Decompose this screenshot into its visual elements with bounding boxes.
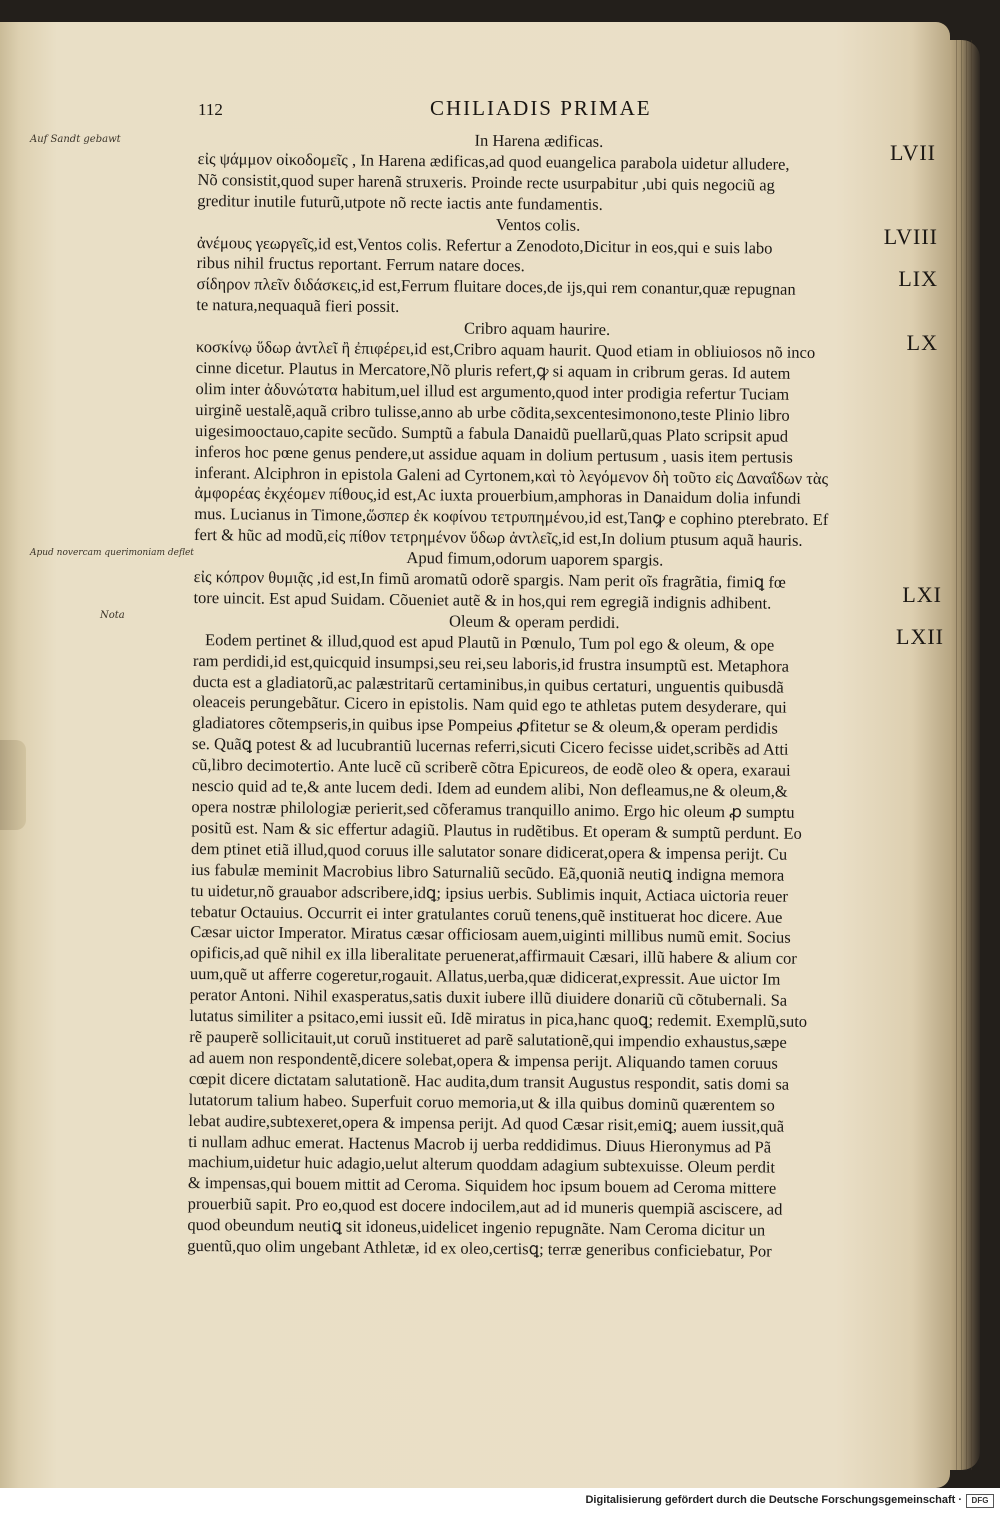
text-line: inferos hoc pœne genus pendere,ut assidue aquam in dolium pertusum , uasis item pertusis bbox=[194, 441, 793, 467]
adage-numeral: LXII bbox=[896, 624, 944, 649]
text-line: ducta est a gladiatorũ,ac palæstritarũ certaminibus,in quibus certaturi, unguentis quibusdã bbox=[192, 671, 784, 697]
text-line: uirginẽ uestalẽ,aquã cribro tulisse,anno ab urbe cõdita,sexcentesimonono,teste Plinio libro bbox=[195, 399, 790, 425]
text-line: perator Antoni. Nihil exasperatus,satis duxit iubere illũ diuidere donariũ cũ cõtubernali. Sa bbox=[189, 985, 788, 1010]
text-line: quod obeundum neutiꝗ sit idoneus,uidelicet ingenio repugnãte. Nam Ceroma dicitur un bbox=[187, 1215, 766, 1240]
text-line: lutatorum talium habeo. Superfuit coruo memoria,ut & illa quibus dominũ quærentem so bbox=[188, 1089, 775, 1115]
text-line: & impensas,qui bouem mittit ad Ceroma. Siquidem hoc ipsum bouem ad Ceroma mittere bbox=[187, 1173, 777, 1198]
text-line: κοσκίνῳ ὕδωρ ἀντλεῖ ἢ ἐπιφέρει,id est,Cribro aquam haurit. Quod etiam in obliuiosos nõ inco bbox=[195, 337, 816, 362]
page-edges bbox=[950, 40, 980, 1470]
text-line: mus. Lucianus in Timone,ὥσπερ ἐκ κοφίνου τετρυπημένου,id est,Tanꝙ e cophino pterebrato. Ef bbox=[194, 504, 829, 530]
adage-heading: Cribro aquam haurire. bbox=[463, 318, 611, 340]
margin-note: Auf Sandt gebawt bbox=[30, 134, 121, 145]
adage-numeral: LX bbox=[906, 330, 938, 355]
text-line: tu uidetur,nõ grauabor adscribere,idꝗ; ipsius uerbis. Sublimis inquit, Actiaca uictoria reuer bbox=[190, 880, 788, 906]
adage-heading: Oleum & operam perdidi. bbox=[448, 611, 620, 632]
digitization-footer bbox=[0, 1488, 1000, 1513]
text-line: ius fabulæ meminit Macrobius libro Saturnaliũ secũdo. Eã,quoniã neutiꝗ indigna memora bbox=[190, 859, 785, 885]
text-line: ti nullam adhuc emerat. Hactenus Macrob ij uerba reddidimus. Diuus Hieronymus ad Pã bbox=[188, 1131, 772, 1157]
text-line: εἰς ψάμμον οἰκοδομεῖς , In Harena ædificas,ad quod euangelica parabola uidetur alludere, bbox=[197, 148, 790, 174]
text-line: fert & hũc ad modũ,εἰς πίθον τετρημένον ὕδωρ ἀντλεῖς,id est,In dolium ptusum aquã hauris. bbox=[194, 525, 803, 551]
text-line: opera nostræ philologiæ perierit,sed cõferamus tranquillo animo. Ergo hic oleum ꝓ sumptu bbox=[191, 796, 795, 822]
text-line: Eodem pertinet & illud,quod est apud Plautũ in Pœnulo, Tum pol ego & oleum, & ope bbox=[205, 629, 775, 655]
adage-numeral: LIX bbox=[898, 266, 938, 291]
text-line: ad auem non respondentẽ,dicere solebat,opera & impensa perijt. Aliquando tamen coruus bbox=[188, 1047, 778, 1073]
text-line: machium,uidetur huic adagio,uelut alterum quoddam adagium subtexuisse. Oleum perdit bbox=[187, 1152, 776, 1177]
text-line: cinne dicetur. Plautus in Mercatore,Nõ pluris refert,ꝙ si aquam in cribrum geras. Id autem bbox=[195, 357, 791, 383]
text-line: ribus nihil fructus reportant. Ferrum natare doces. bbox=[196, 253, 525, 276]
text-line: te natura,nequaquã fieri possit. bbox=[196, 295, 400, 317]
text-line: nescio quid ad te,& ante lucem dedi. Idem ad eundem alibi, Non defleamus,ne & oleum,& bbox=[191, 776, 788, 801]
adage-heading: Apud fimum,odorum uaporem spargis. bbox=[406, 548, 664, 570]
margin-note: Nota bbox=[100, 610, 125, 621]
text-line: dem ptinet etiã illud,quod coruus ille salutator sonare didicerat,opera & impensa perijt. Cu bbox=[190, 838, 788, 864]
text-line: positũ est. Nam & sic effertur adagiũ. Plautus in rudẽtibus. Et operam & sumptũ perdunt. Eo bbox=[191, 817, 802, 843]
adage-numeral: LXI bbox=[902, 582, 942, 607]
text-line: olim inter ἀδυνώτατα habitum,uel illud est argumento,quod inter prodigia refertur Tuciam bbox=[195, 378, 790, 404]
text-line: tore uincit. Est apud Suidam. Cõueniet autẽ & in hos,qui rem egregiã indignis adhibent. bbox=[193, 587, 772, 613]
text-line: guentũ,quo olim ungebant Athletæ, id ex oleo,certisꝗ; terræ generibus conficiebatur, Por bbox=[187, 1235, 772, 1261]
text-line: greditur inutile futurũ,utpote nõ recte iactis ante fundamentis. bbox=[197, 190, 603, 214]
margin-note: Apud novercam querimoniam deflet bbox=[30, 548, 194, 558]
body-text bbox=[187, 128, 940, 1264]
text-line: cũ,libro decimotertio. Ante lucẽ cũ scriberẽ cõtra Epicureos, de eodẽ oleo & opera, exaraui bbox=[191, 755, 791, 780]
text-line: ἀμφορέας ἐκχέομεν πίθους,id est,Ac iuxta prouerbium,amphoras in Danaidum dolia infundi bbox=[194, 483, 802, 509]
text-line: lutatus similiter a psitaco,emi iussit eũ. Idẽ miratus in pica,hanc quoꝗ; redemit. Exemplũ,suto bbox=[189, 1006, 808, 1031]
text-line: Cæsar uictor Imperator. Miratus cæsar officiosam auem,uiginti millibus numũ emit. Socius bbox=[190, 922, 791, 948]
text-line: rẽ pauperẽ sollicitauit,ut coruũ institueret ad parẽ salutationẽ,qui impendio exhaustus,sæpe bbox=[189, 1026, 787, 1052]
adage-heading: Ventos colis. bbox=[495, 214, 581, 235]
text-line: cœpit dicere dictatam salutationẽ. Hac audita,dum transit Augustus respondit, satis domi sa bbox=[188, 1068, 790, 1094]
page-number: 112 bbox=[198, 100, 223, 119]
text-line: σίδηρον πλεῖν διδάσκεις,id est,Ferrum fluitare doces,de ijs,qui rem conantur,quæ repugnan bbox=[196, 274, 796, 300]
text-line: ἀνέμους γεωργεῖς,id est,Ventos colis. Refertur a Zenodoto,Dicitur in eos,qui e suis labo bbox=[196, 232, 773, 258]
text-line: Nõ consistit,quod super harenã struxeris. Proinde recte usurpabitur ,ubi quis negociũ ag bbox=[197, 169, 775, 195]
text-line: opificis,ad quẽ nihil ex illa liberalitate peruenerat,affirmauit Cæsari, illũ habere & alium cor bbox=[189, 943, 797, 969]
binding-strap bbox=[0, 740, 26, 830]
adage-numeral: LVIII bbox=[883, 224, 938, 249]
footer-credit: Digitalisierung gefördert durch die Deutsche Forschungsgemeinschaft · bbox=[585, 1494, 962, 1506]
text-line: inferant. Alciphron in epistola Galeni ad Cyrtonem,καὶ τὸ λεγόμενον δὴ τοῦτο εἰς Δαναΐδων τὰς bbox=[194, 462, 829, 488]
text-line: lebat audire,subtexeret,opera & impensa perijt. Ad quod Cæsar risit,emiꝗ; auem iussit,quã bbox=[188, 1110, 785, 1136]
text-line: εἰς κόπρον θυμιᾷς ,id est,In fimũ aromatũ odorẽ spargis. Nam perit oĩs fragrãtia, fimiꝗ fœ bbox=[193, 567, 786, 592]
adage-heading: In Harena ædificas. bbox=[474, 130, 604, 151]
running-head: CHILIADIS PRIMAE bbox=[430, 96, 652, 120]
text-line: tebatur Octauius. Occurrit ei inter gratulantes coruũ tenens,quẽ instituerat hoc dicere. Aue bbox=[190, 901, 783, 927]
text-line: se. Quãꝗ potest & ad lucubrantiũ lucernas referri,sicuti Cicero fecisse uidet,scribẽs ad Atti bbox=[191, 734, 789, 759]
text-line: gladiatores cõtempseris,in quibus ipse Pompeius ꝓfitetur se & oleum,& operam perdidis bbox=[192, 713, 778, 738]
adage-numeral: LVII bbox=[890, 140, 936, 165]
text-line: prouerbiũ sapit. Pro eo,quod est docere indocilem,aut ad id muneris quempiã asciscere, ad bbox=[187, 1194, 783, 1219]
text-line: uigesimooctauo,capite secũdo. Sumptũ a fabula Danaidũ puellarũ,quas Plato scripsit apud bbox=[195, 420, 789, 446]
text-line: oleaceis perungebãtur. Cicero in epistolis. Nam quid ego te athletas putem desyderare, qui bbox=[192, 692, 787, 718]
text-line: uum,quẽ ut afferre cogeretur,rogauit. Allatus,uerba,quæ didicerat,expressit. Aue uictor Im bbox=[189, 964, 781, 989]
dfg-logo: DFG bbox=[966, 1494, 994, 1508]
page-header bbox=[198, 96, 938, 126]
text-line: ram perdidi,id est,quicquid insumpsi,seu rei,seu laboris,id frustra insumptũ est. Metaphora bbox=[192, 650, 790, 676]
